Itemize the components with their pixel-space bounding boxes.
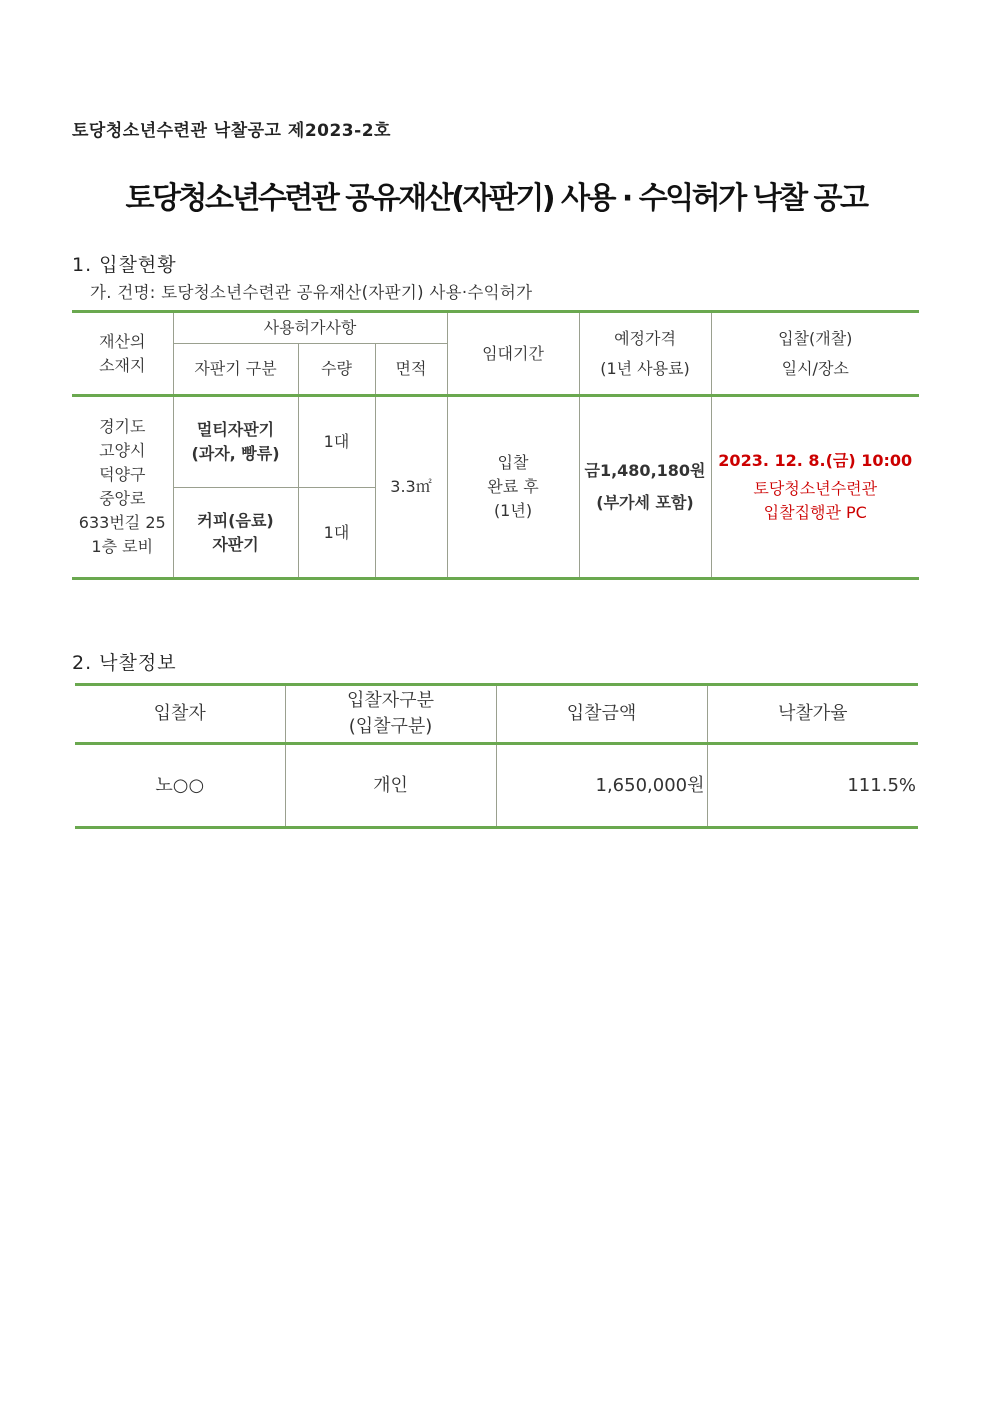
header-permit: 사용허가사항	[173, 312, 447, 344]
qty-cell: 1대	[298, 488, 375, 579]
header-bidder-category: 입찰자구분 (입찰구분)	[285, 685, 496, 744]
qty-cell: 1대	[298, 396, 375, 488]
header-bid-amount: 입찰금액	[496, 685, 707, 744]
document-title: 토당청소년수련관 공유재산(자판기) 사용 · 수익허가 낙찰 공고	[125, 181, 867, 216]
header-period: 임대기간	[447, 312, 579, 396]
period-cell: 입찰 완료 후 (1년)	[447, 396, 579, 579]
vending-type-cell: 멀티자판기 (과자, 빵류)	[173, 396, 298, 488]
header-area: 면적	[375, 344, 447, 396]
area-cell: 3.3㎡	[375, 396, 447, 579]
notice-number: 토당청소년수련관 낙찰공고 제2023-2호	[72, 121, 391, 141]
bidder-category-cell: 개인	[285, 744, 496, 828]
header-location: 재산의 소재지	[72, 312, 173, 396]
award-rate-cell: 111.5%	[707, 744, 918, 828]
award-info-table	[75, 683, 918, 829]
section-title-bid-status: 1. 입찰현황	[72, 254, 177, 276]
price-cell: 금1,480,180원 (부가세 포함)	[579, 396, 711, 579]
bid-datetime-cell: 2023. 12. 8.(금) 10:00 토당청소년수련관 입찰집행관 PC	[711, 396, 919, 579]
subject-line: 가. 건명: 토당청소년수련관 공유재산(자판기) 사용·수익허가	[90, 283, 533, 302]
header-type: 자판기 구분	[173, 344, 298, 396]
header-bidder: 입찰자	[75, 685, 285, 744]
bidder-cell: 노○○	[75, 744, 285, 828]
bid-status-table	[72, 310, 919, 580]
bid-amount-cell: 1,650,000원	[496, 744, 707, 828]
section-title-award-info: 2. 낙찰정보	[72, 652, 177, 674]
header-qty: 수량	[298, 344, 375, 396]
header-price: 예정가격 (1년 사용료)	[579, 312, 711, 396]
vending-type-cell: 커피(음료) 자판기	[173, 488, 298, 579]
header-award-rate: 낙찰가율	[707, 685, 918, 744]
location-cell: 경기도 고양시 덕양구 중앙로 633번길 25 1층 로비	[72, 396, 173, 579]
header-bid-datetime: 입찰(개찰) 일시/장소	[711, 312, 919, 396]
